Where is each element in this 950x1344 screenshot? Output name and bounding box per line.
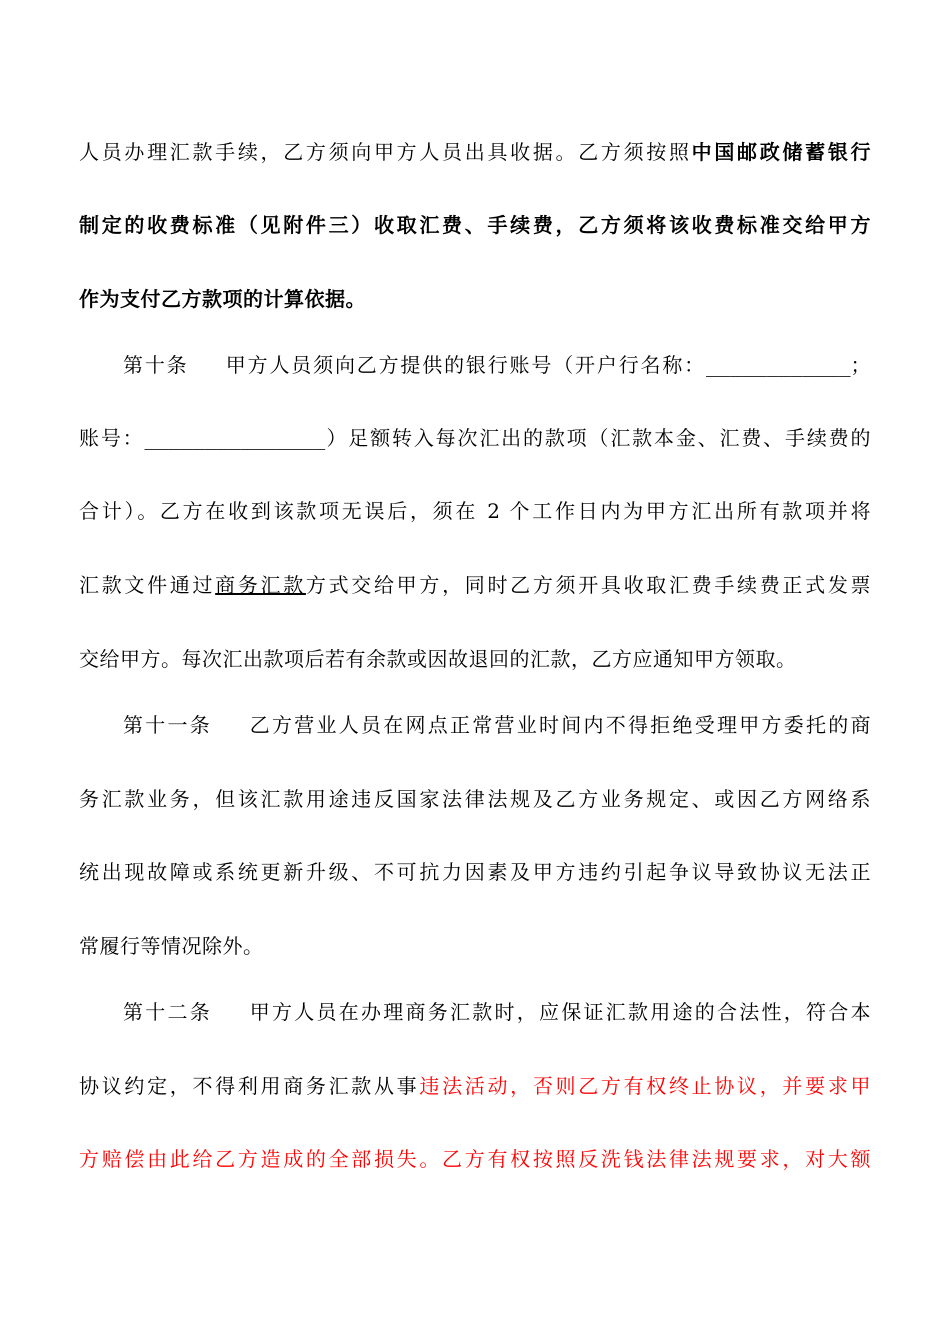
p0-line-1 <box>79 135 871 169</box>
article-10-text: 方式交给甲方，同时乙方须开具收取汇费手续费正式发票 <box>305 573 872 597</box>
article-10-text: 汇款文件通过 <box>79 573 216 597</box>
article-12-label: 第十二条 <box>123 1000 212 1024</box>
article-11-text: 乙方营业人员在网点正常营业时间内不得拒绝受理甲方委托的商 <box>248 713 871 737</box>
bank-name-blank: ____________ <box>706 353 851 377</box>
article-10-line-3: 合计）。乙方在收到该款项无误后，须在 2 个工作日内为甲方汇出所有款项并将 <box>79 499 871 523</box>
semicolon: ； <box>850 353 872 377</box>
article-10-line-5: 交给甲方。每次汇出款项后若有余款或因故退回的汇款，乙方应通知甲方领取。 <box>79 647 797 671</box>
account-label: 账号： <box>79 426 145 450</box>
article-12-line-2 <box>79 1069 871 1103</box>
article-12-text: 协议约定，不得利用商务汇款从事 <box>79 1074 420 1098</box>
article-12-line-3: 方赔偿由此给乙方造成的全部损失。乙方有权按照反洗钱法律法规要求，对大额 <box>79 1147 871 1171</box>
article-11-line-4: 常履行等情况除外。 <box>79 934 264 958</box>
article-10-line-4 <box>79 568 871 602</box>
article-11-line-3: 统出现故障或系统更新升级、不可抗力因素及甲方违约引起争议导致协议无法正 <box>79 860 871 884</box>
article-10-text: ）足额转入每次汇出的款项（汇款本金、汇费、手续费的 <box>325 426 872 450</box>
article-10-line-1 <box>123 348 871 382</box>
p0-text: 人员办理汇款手续，乙方须向甲方人员出具收据。乙方须按照 <box>79 140 692 164</box>
account-blank: _______________ <box>144 426 326 450</box>
red-highlight-text: 违法活动，否则乙方有权终止协议，并要求甲 <box>419 1074 872 1098</box>
article-11-label: 第十一条 <box>123 713 212 737</box>
article-11-line-1 <box>123 708 871 742</box>
article-10-text: 甲方人员须向乙方提供的银行账号（开户行名称： <box>224 353 707 377</box>
article-12-line-1 <box>123 995 871 1029</box>
article-10-line-2 <box>79 421 871 455</box>
article-11-line-2: 务汇款业务，但该汇款用途违反国家法律法规及乙方业务规定、或因乙方网络系 <box>79 787 871 811</box>
article-12-text: 甲方人员在办理商务汇款时，应保证汇款用途的合法性，符合本 <box>248 1000 871 1024</box>
p0-line-3: 作为支付乙方款项的计算依据。 <box>79 287 366 311</box>
p0-line-2: 制定的收费标准（见附件三）收取汇费、手续费，乙方须将该收费标准交给甲方 <box>79 213 871 237</box>
bank-name-bold: 中国邮政储蓄银行 <box>691 140 872 164</box>
article-10-label: 第十条 <box>123 353 189 377</box>
underlined-term: 商务汇款 <box>215 573 306 597</box>
